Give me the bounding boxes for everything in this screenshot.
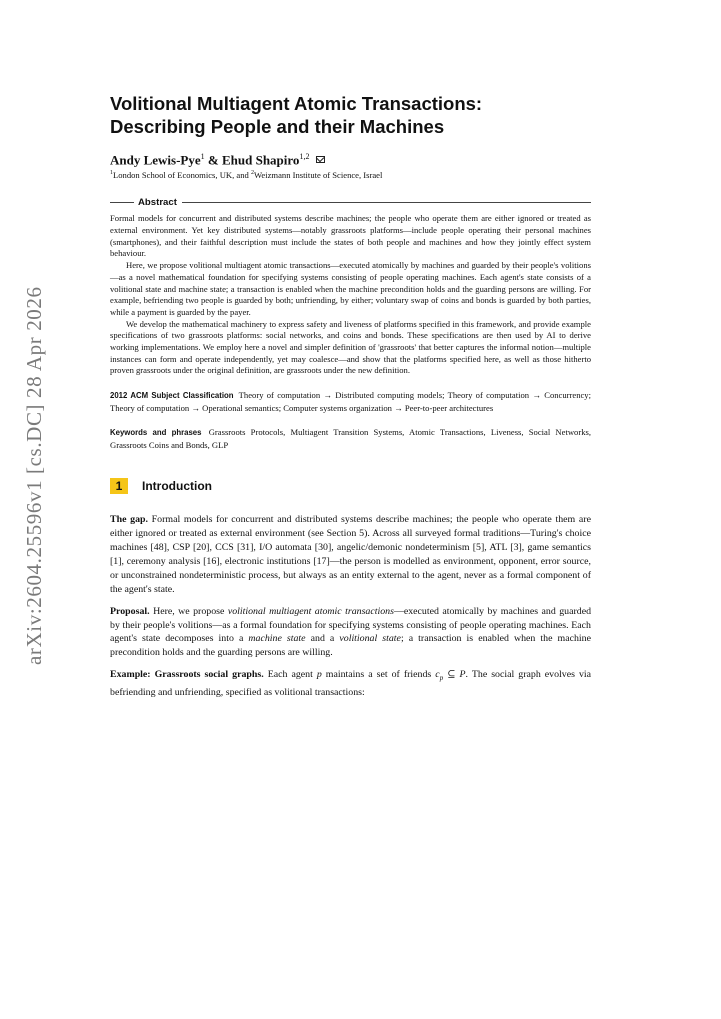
abstract-paragraph-2: Here, we propose volitional multiagent atomic transactions—executed atomically by machines and guarded by their people's volitions—as a novel mathematical foundation for specifying systems consisting of people operating machines. Each agent's state consists of a volitional state and machine state; a transaction is enabled when the machine precondition holds and the guarding persons are willing. For example, befriending two people is guarded by both; unfriending, by either; voluntary swap of coins and bonds is guarded by both parties, while a payment is guarded by the payer. — [110, 260, 591, 317]
email-icon[interactable] — [316, 156, 325, 163]
abstract-body — [110, 213, 591, 377]
section-number: 1 — [110, 478, 128, 494]
example-math-sub-var: p — [439, 674, 444, 683]
affiliations — [110, 170, 591, 180]
abstract-heading: Abstract — [138, 197, 177, 209]
example-lead: Example: Grassroots social graphs. — [110, 669, 264, 681]
affiliation-1: London School of Economics, UK, and — [113, 170, 251, 181]
abstract-rule-left — [110, 202, 134, 203]
keywords — [110, 426, 591, 451]
paper-title — [110, 92, 591, 138]
author-separator: & — [204, 152, 222, 168]
proposal-text-c: and a — [305, 633, 340, 645]
paragraph-gap — [110, 513, 591, 596]
acm-label: 2012 ACM Subject Classification — [110, 391, 234, 401]
arxiv-sidebar-stamp: arXiv:2604.25596v1 [cs.DC] 28 Apr 2026 — [22, 286, 46, 665]
acm-classification — [110, 389, 591, 414]
title-line-2: Describing People and their Machines — [110, 116, 445, 137]
gap-lead: The gap. — [110, 514, 148, 526]
author-2-affil-mark: 1,2 — [299, 152, 310, 161]
abstract-rule-right — [182, 202, 591, 203]
proposal-emphasis-2: machine state — [248, 633, 306, 645]
abstract-paragraph-1: Formal models for concurrent and distributed systems describe machines; the people who operate them are either ignored or treated as external environment. Yet key distributed systems—notably grassroots platforms—include people operating their personal machines (smartphones), and their faithful description must include the states of both people and machines and how they jointly effect system behaviour. — [110, 213, 591, 259]
example-text-c: . The social graph evolves via befriending and unfriending, specified as volitional transactions: — [110, 669, 592, 699]
title-line-1: Volitional Multiagent Atomic Transactions: — [110, 93, 483, 114]
paragraph-proposal — [110, 605, 591, 661]
author-2: Ehud Shapiro — [221, 152, 300, 168]
paper-page — [110, 92, 591, 708]
example-subset: ⊆ — [443, 669, 460, 681]
gap-text: Formal models for concurrent and distributed systems describe machines; the people who operate them are either ignored or treated as external environment (see Section 5). Across all surveyed formal traditions—Turing's choice machines [48], CSP [20], CCS [31], I/O automata [30], angelic/demonic nondeterminism [5], ATL [3], game semantics [1], ceremony analysis [16], electronic institutions [17]—the person is modelled as environment, opponent, error source, or unconstrained nondeterministic process, but always as an entity external to the agent, never as a formal component of the agent's state. — [110, 514, 591, 595]
example-math-c: c — [435, 669, 440, 681]
example-var-P: P — [459, 669, 466, 681]
paragraph-example — [110, 668, 591, 700]
example-var-p: p — [316, 669, 322, 681]
proposal-text-a: Here, we propose — [153, 605, 228, 617]
proposal-text-b: —executed atomically by machines and guarded by their people's volitions—as a formal foundation for specifying systems consisting of people operating machines. Each agent's state decomposes into a — [110, 605, 592, 645]
keywords-label: Keywords and phrases — [110, 428, 202, 438]
affil-mark-2: 2 — [250, 170, 254, 177]
author-1: Andy Lewis-Pye — [110, 152, 201, 168]
example-text-b: maintains a set of friends — [321, 669, 436, 681]
acm-text: Theory of computation → Distributed computing models; Theory of computation → Concurrency; Theory of computation → Operational semantics; Computer systems organization → Peer-to-peer architectures — [110, 390, 591, 414]
affiliation-2: Weizmann Institute of Science, Israel — [253, 170, 383, 181]
section-heading — [110, 478, 591, 494]
proposal-lead: Proposal. — [110, 605, 150, 617]
keywords-text: Grassroots Protocols, Multiagent Transition Systems, Atomic Transactions, Liveness, Social Networks, Grassroots Coins and Bonds, GLP — [110, 427, 591, 451]
author-1-affil-mark: 1 — [200, 152, 205, 161]
abstract-header — [110, 197, 591, 208]
author-list — [110, 152, 591, 168]
proposal-emphasis-1: volitional multiagent atomic transactions — [227, 605, 394, 617]
affil-mark-1: 1 — [110, 170, 113, 177]
section-title: Introduction — [142, 479, 212, 494]
example-text-a: Each agent — [267, 669, 317, 681]
abstract-paragraph-3: We develop the mathematical machinery to express safety and liveness of platforms specified in this framework, and provide example specifications of two grassroots platforms: social networks, and coins and bonds. These specifications are then used by AI to derive working implementations. We employ here a novel and simpler definition of 'grassroots' that better captures the informal notion—multiple instances can form and operate independently, yet may coalesce—and show that the platforms specified here, as well as those hitherto proven grassroots under the original definition, are grassroots under the new definition. — [110, 318, 591, 376]
proposal-text-d: ; a transaction is enabled when the machine precondition holds and the guarding persons are willing. — [110, 633, 591, 659]
proposal-emphasis-3: volitional state — [339, 633, 401, 645]
